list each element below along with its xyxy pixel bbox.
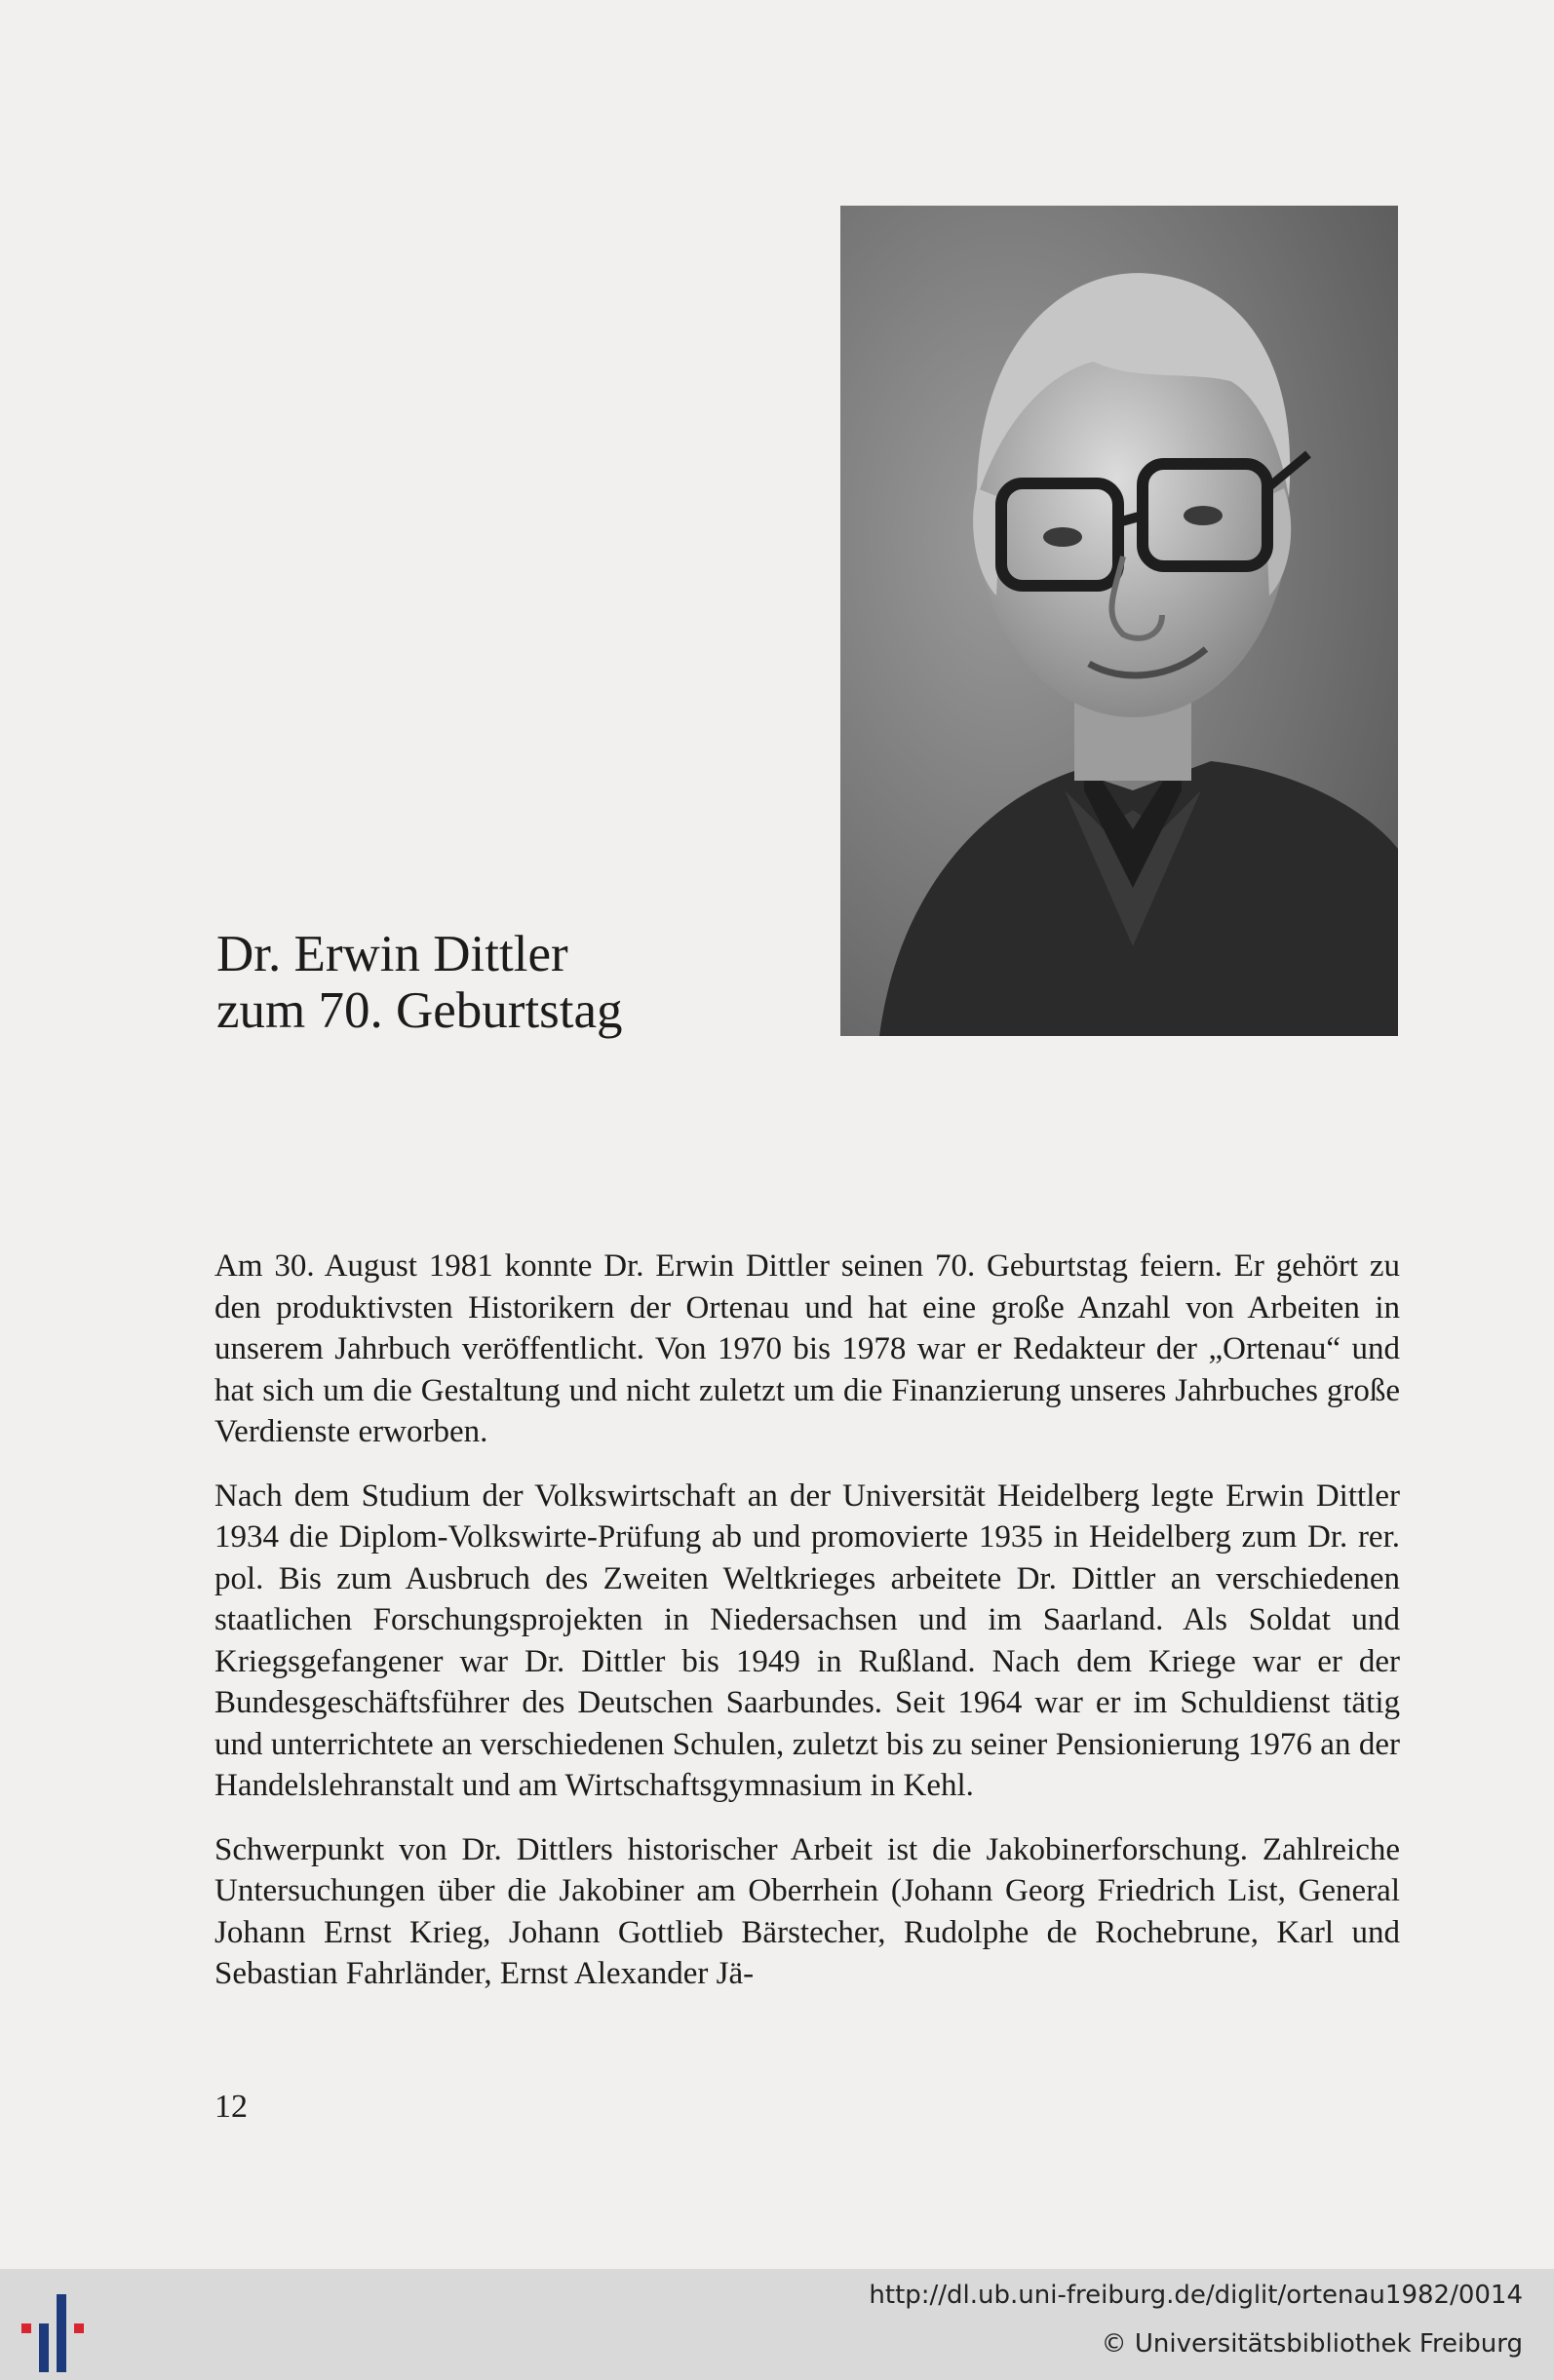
footer-copyright: © Universitätsbibliothek Freiburg bbox=[1101, 2329, 1523, 2359]
title-line-1: Dr. Erwin Dittler bbox=[216, 926, 568, 982]
library-footer bbox=[0, 2269, 1554, 2380]
portrait-photo bbox=[840, 206, 1398, 1036]
footer-url-link[interactable]: http://dl.ub.uni-freiburg.de/diglit/ortenau1982/0014 bbox=[869, 2281, 1523, 2310]
paragraph-1: Am 30. August 1981 konnte Dr. Erwin Dittler seinen 70. Geburtstag feiern. Er gehört zu den produktivsten Historikern der Ortenau und hat eine große Anzahl von Arbeiten in unserem Jahrbuch veröffentlicht. Von 1970 bis 1978 war er Redakteur der „Ortenau“ und hat sich um die Gestaltung und nicht zuletzt um die Finanzierung unseres Jahrbuches große Verdienste erworben. bbox=[214, 1248, 1400, 1449]
title-line-2: zum 70. Geburtstag bbox=[216, 982, 623, 1039]
paragraph-3: Schwerpunkt von Dr. Dittlers historischer Arbeit ist die Jakobinerforschung. Zahlreiche Untersuchungen über die Jakobiner am Oberrhein (Johann Georg Friedrich List, General Johann Ernst Krieg, Johann Gottlieb Bärstecher, Rudolphe de Rochebrune, Karl und Sebastian Fahrländer, Ernst Alexander Jä- bbox=[214, 1831, 1400, 1991]
article-title bbox=[216, 926, 623, 1039]
ub-freiburg-logo-icon bbox=[21, 2294, 97, 2372]
paragraph-2: Nach dem Studium der Volkswirtschaft an der Universität Heidelberg legte Erwin Dittler 1934 die Diplom-Volkswirte-Prüfung ab und promovierte 1935 in Heidelberg zum Dr. rer. pol. Bis zum Ausbruch des Zweiten Weltkrieges arbeitete Dr. Dittler an verschiedenen staatlichen Forschungsprojekten in Niedersachsen und im Saarland. Als Soldat und Kriegsgefangener war Dr. Dittler bis 1949 in Rußland. Nach dem Kriege war er der Bundesgeschäftsführer des Deutschen Saarbundes. Seit 1964 war er im Schuldienst tätig und unterrichtete an verschiedenen Schulen, zuletzt bis zu seiner Pensionierung 1976 an der Handelslehranstalt und am Wirtschaftsgymnasium in Kehl. bbox=[214, 1478, 1400, 1803]
page-number: 12 bbox=[214, 2089, 248, 2125]
article-body bbox=[214, 1246, 1400, 2017]
